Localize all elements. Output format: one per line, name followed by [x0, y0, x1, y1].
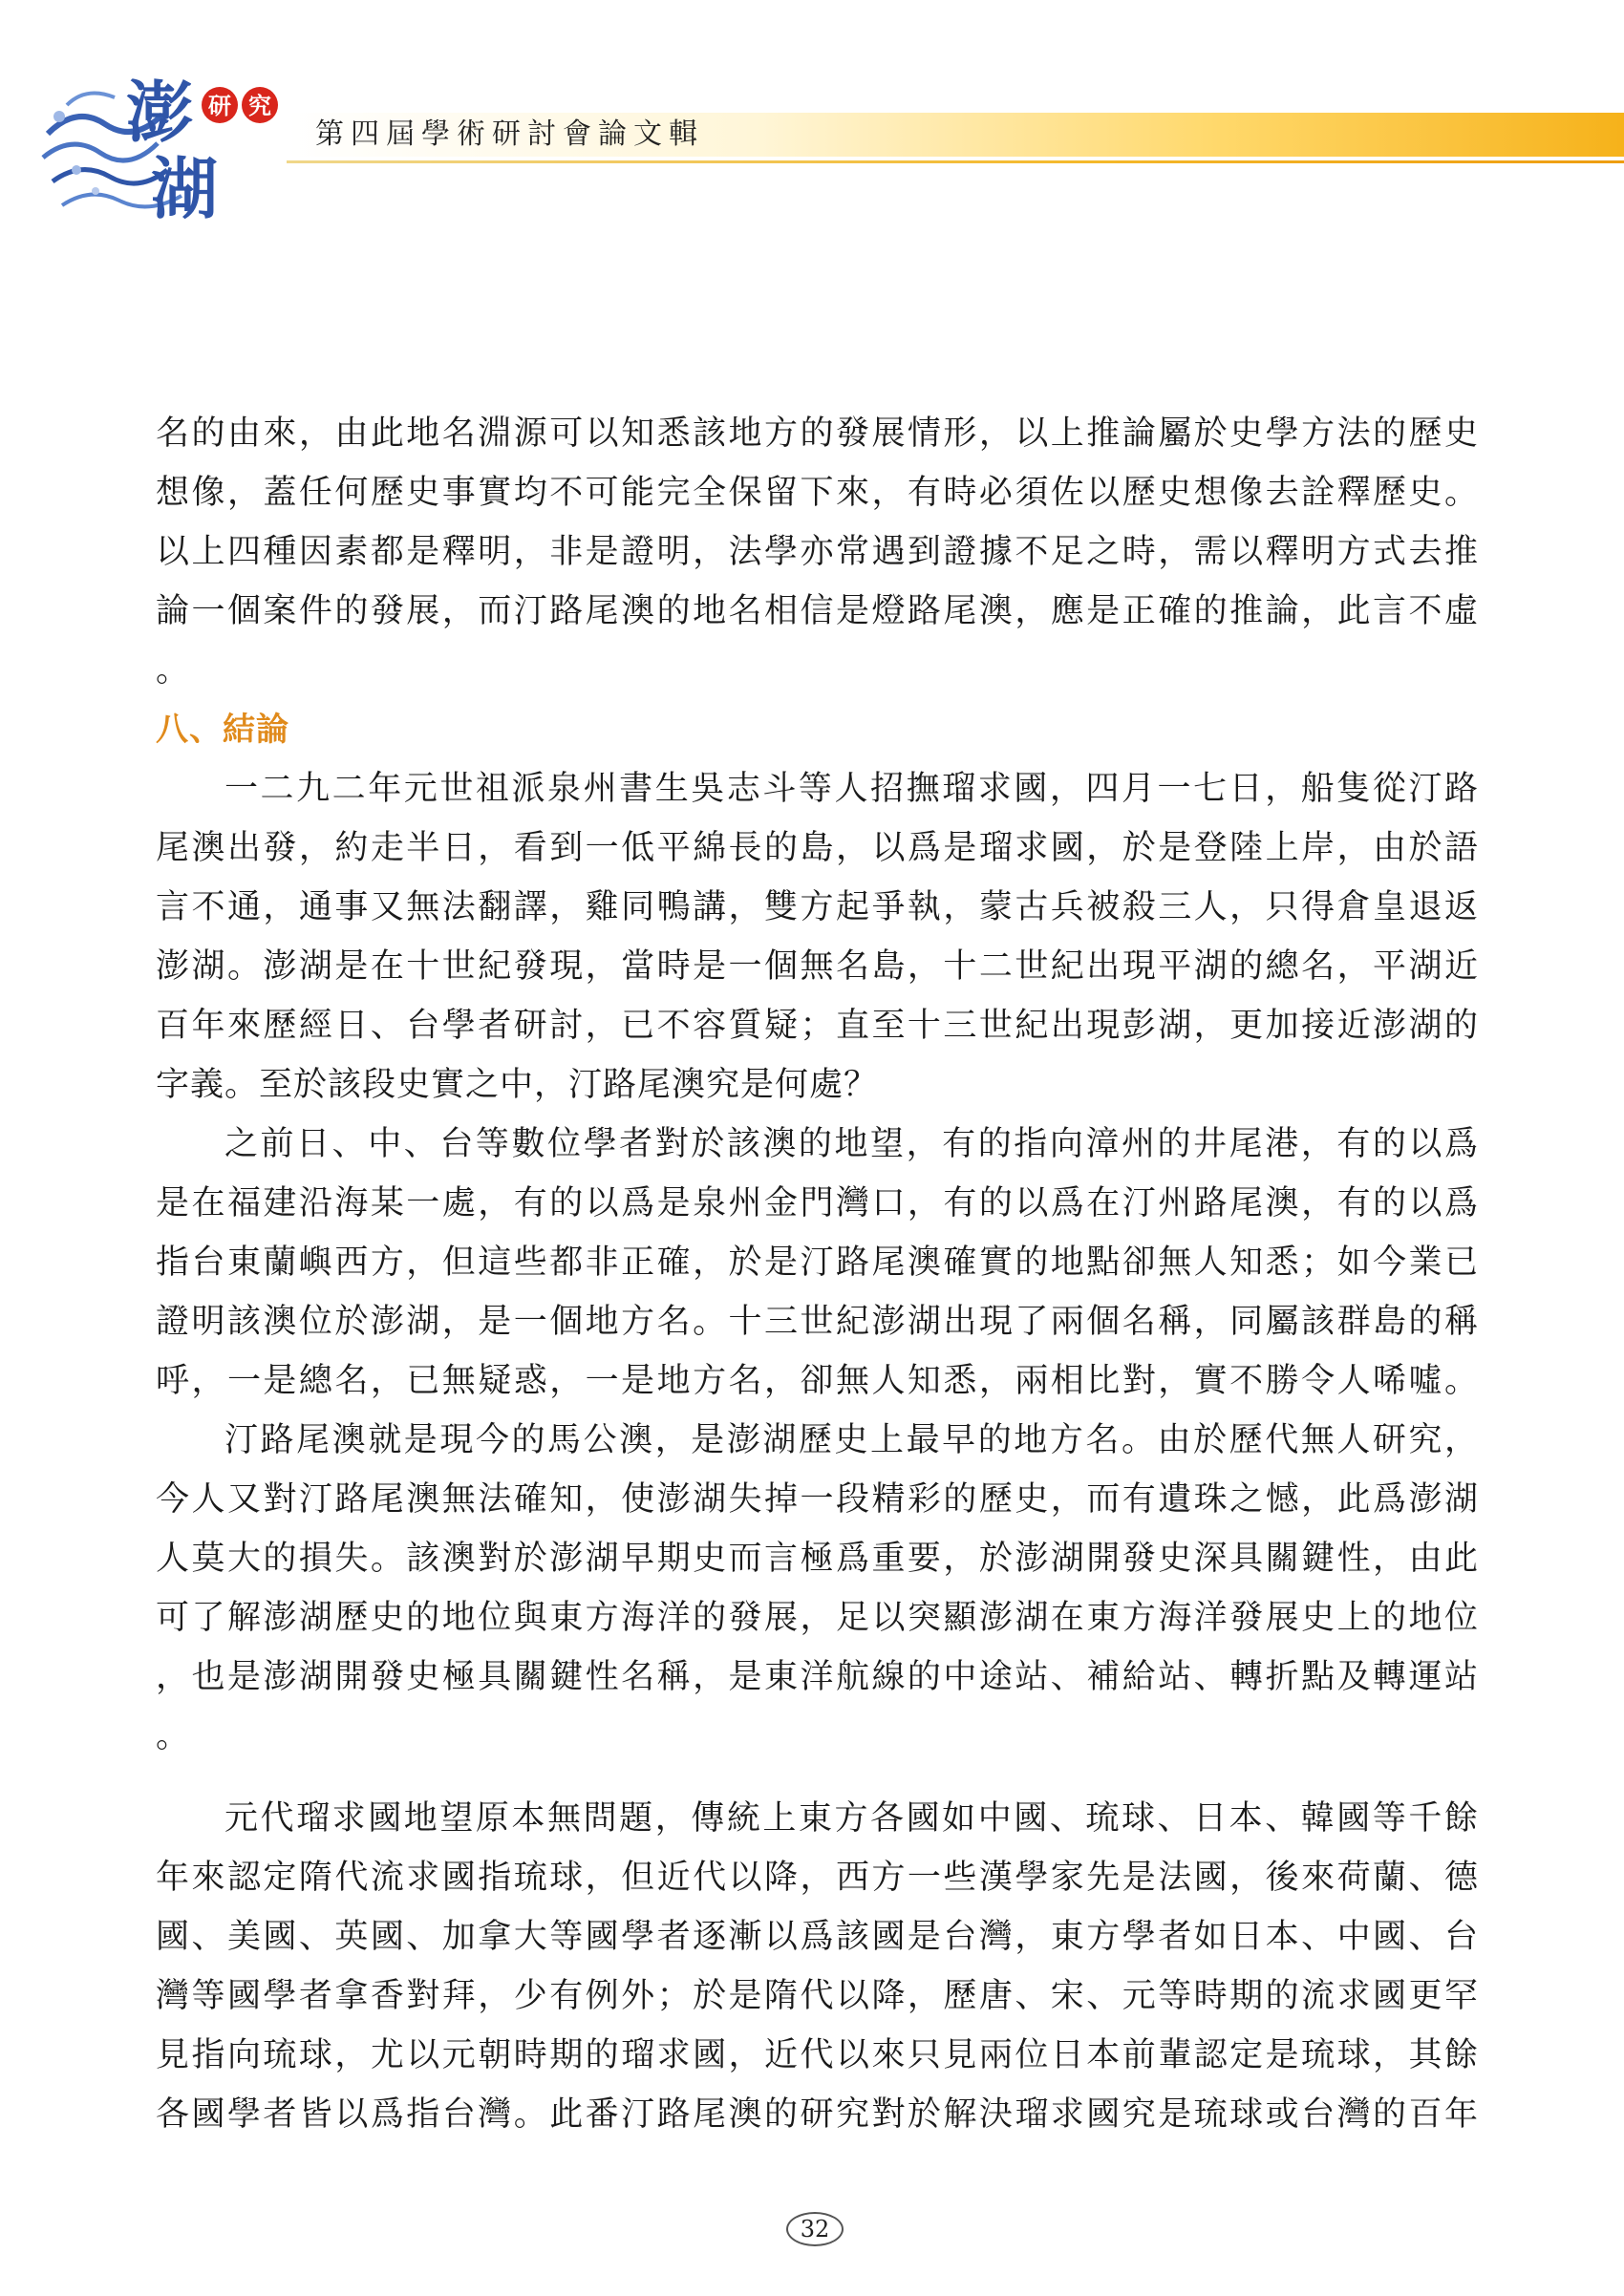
text-line: 證明該澳位於澎湖，是一個地方名。十三世紀澎湖出現了兩個名稱，同屬該群島的稱 [156, 1303, 1479, 1341]
text-line: 見指向琉球，尤以元朝時期的瑠求國，近代以來只見兩位日本前輩認定是琉球，其餘 [156, 2036, 1479, 2074]
page-header [0, 0, 1624, 228]
text-line: 論一個案件的發展，而汀路尾澳的地名相信是燈路尾澳，應是正確的推論，此言不虛 [156, 592, 1479, 630]
logo-char-1: 澎 [126, 73, 193, 152]
text-line: 人莫大的損失。該澳對於澎湖早期史而言極爲重要，於澎湖開發史深具關鍵性，由此 [156, 1540, 1479, 1578]
logo-badge-1: 研 [208, 93, 231, 119]
text-line: 可了解澎湖歷史的地位與東方海洋的發展，足以突顯澎湖在東方海洋發展史上的地位 [156, 1599, 1479, 1637]
paragraph-1 [156, 404, 1479, 700]
text-line: 澎湖。澎湖是在十世紀發現，當時是一個無名島，十二世紀出現平湖的總名，平湖近 [156, 947, 1479, 986]
text-line: 年來認定隋代流求國指琉球，但近代以降，西方一些漢學家先是法國，後來荷蘭、德 [156, 1859, 1479, 1897]
text-line: 國、美國、英國、加拿大等國學者逐漸以爲該國是台灣，東方學者如日本、中國、台 [156, 1918, 1479, 1956]
article-body [156, 404, 1479, 2144]
text-line: 今人又對汀路尾澳無法確知，使澎湖失掉一段精彩的歷史，而有遺珠之憾，此爲澎湖 [156, 1480, 1479, 1519]
text-line: 汀路尾澳就是現今的馬公澳，是澎湖歷史上最早的地方名。由於歷代無人研究， [224, 1421, 1479, 1459]
text-line: 想像，蓋任何歷史事實均不可能完全保留下來，有時必須佐以歷史想像去詮釋歷史。 [156, 474, 1479, 512]
text-line: 一二九二年元世祖派泉州書生吳志斗等人招撫瑠求國，四月一七日，船隻從汀路 [224, 770, 1479, 808]
text-line: 尾澳出發，約走半日，看到一低平綿長的島，以爲是瑠求國，於是登陸上岸，由於語 [156, 829, 1479, 867]
header-divider [287, 160, 1624, 163]
paragraph-spacer [156, 1766, 1479, 1789]
text-line: ，也是澎湖開發史極具關鍵性名稱，是東洋航線的中途站、補給站、轉折點及轉運站 [156, 1658, 1479, 1696]
section-heading: 八、結論 [156, 711, 289, 749]
logo-badge-2: 究 [248, 93, 271, 119]
penghu-research-logo [38, 48, 287, 229]
text-line: 元代瑠求國地望原本無問題，傳統上東方各國如中國、琉球、日本、韓國等千餘 [224, 1799, 1479, 1838]
paragraph-5 [156, 1789, 1479, 2144]
text-line: 言不通，通事又無法翻譯，雞同鴨講，雙方起爭執，蒙古兵被殺三人，只得倉皇退返 [156, 888, 1479, 926]
text-line: 灣等國學者拿香對拜，少有例外；於是隋代以降，歷唐、宋、元等時期的流求國更罕 [156, 1977, 1479, 2015]
text-line: 是在福建沿海某一處，有的以爲是泉州金門灣口，有的以爲在汀州路尾澳，有的以爲 [156, 1184, 1479, 1222]
text-line: 。 [156, 651, 191, 690]
page-number: 32 [786, 2212, 844, 2246]
penghu-wave-logo-icon [38, 48, 287, 229]
journal-title: 第四屆學術研討會論文輯 [315, 117, 704, 151]
text-line: 名的由來，由此地名淵源可以知悉該地方的發展情形，以上推論屬於史學方法的歷史 [156, 415, 1479, 453]
text-line: 以上四種因素都是釋明，非是證明，法學亦常遇到證據不足之時，需以釋明方式去推 [156, 533, 1479, 571]
logo-char-2: 湖 [151, 149, 218, 228]
paragraph-3 [156, 1115, 1479, 1411]
text-line: 。 [156, 1717, 191, 1755]
paragraph-4 [156, 1411, 1479, 1766]
text-line: 字義。至於該段史實之中，汀路尾澳究是何處？ [156, 1066, 879, 1104]
text-line: 呼，一是總名，已無疑惑，一是地方名，卻無人知悉，兩相比對，實不勝令人唏噓。 [156, 1362, 1479, 1400]
text-line: 百年來歷經日、台學者研討，已不容質疑；直至十三世紀出現彭湖，更加接近澎湖的 [156, 1007, 1479, 1045]
text-line: 各國學者皆以爲指台灣。此番汀路尾澳的研究對於解決瑠求國究是琉球或台灣的百年 [156, 2095, 1479, 2134]
text-line: 之前日、中、台等數位學者對於該澳的地望，有的指向漳州的井尾港，有的以爲 [224, 1125, 1479, 1163]
paragraph-2 [156, 759, 1479, 1115]
text-line: 指台東蘭嶼西方，但這些都非正確，於是汀路尾澳確實的地點卻無人知悉；如今業已 [156, 1244, 1479, 1282]
